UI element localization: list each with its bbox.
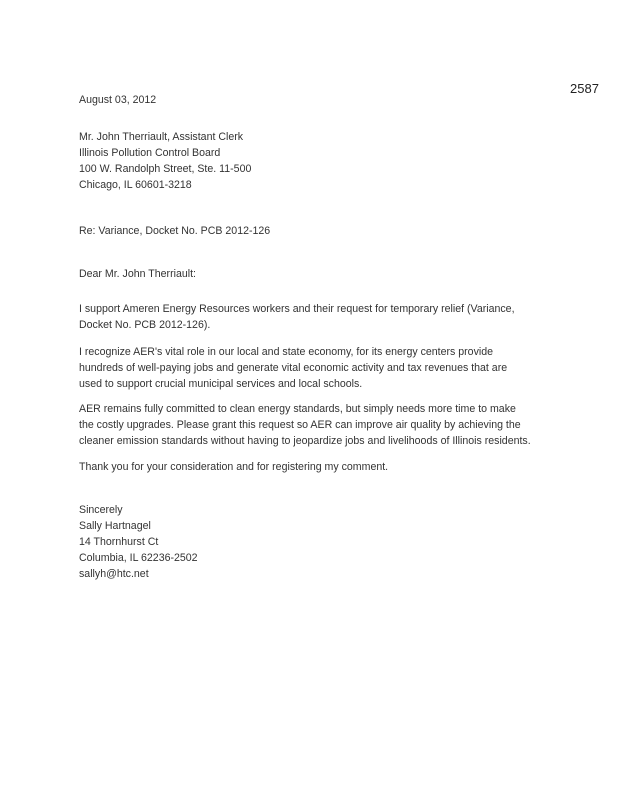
letter-date: August 03, 2012	[79, 94, 157, 106]
signature-block	[79, 502, 569, 582]
paragraph-line: cleaner emission standards without having to jeopardize jobs and livelihoods of Illinois residents.	[79, 435, 531, 447]
body-paragraph	[79, 301, 569, 333]
paragraph-line: Docket No. PCB 2012-126).	[79, 319, 211, 331]
body-paragraph	[79, 459, 569, 475]
paragraph-line: used to support crucial municipal services and local schools.	[79, 378, 363, 390]
paragraph-line: I recognize AER's vital role in our local and state economy, for its energy centers provide	[79, 346, 494, 358]
paragraph-line: hundreds of well-paying jobs and generate vital economic activity and tax revenues that are	[79, 362, 508, 374]
recipient-line: Mr. John Therriault, Assistant Clerk	[79, 131, 244, 143]
recipient-line: 100 W. Randolph Street, Ste. 11-500	[79, 163, 252, 175]
recipient-address	[79, 129, 569, 193]
signer-street: 14 Thornhurst Ct	[79, 536, 159, 548]
page-number-stamp: 2587	[570, 81, 599, 96]
re-line: Re: Variance, Docket No. PCB 2012-126	[79, 225, 271, 237]
recipient-line: Illinois Pollution Control Board	[79, 147, 221, 159]
signer-city: Columbia, IL 62236-2502	[79, 552, 198, 564]
body-paragraph	[79, 344, 569, 392]
paragraph-line: AER remains fully committed to clean energy standards, but simply needs more time to make	[79, 403, 516, 415]
paragraph-line: I support Ameren Energy Resources workers and their request for temporary relief (Variance,	[79, 303, 515, 315]
signer-name: Sally Hartnagel	[79, 520, 151, 532]
paragraph-line: the costly upgrades. Please grant this request so AER can improve air quality by achieving the	[79, 419, 521, 431]
signer-email: sallyh@htc.net	[79, 568, 149, 580]
recipient-line: Chicago, IL 60601-3218	[79, 179, 192, 191]
body-paragraph	[79, 401, 569, 449]
salutation: Dear Mr. John Therriault:	[79, 268, 196, 280]
paragraph-line: Thank you for your consideration and for registering my comment.	[79, 461, 389, 473]
closing-word: Sincerely	[79, 504, 123, 516]
